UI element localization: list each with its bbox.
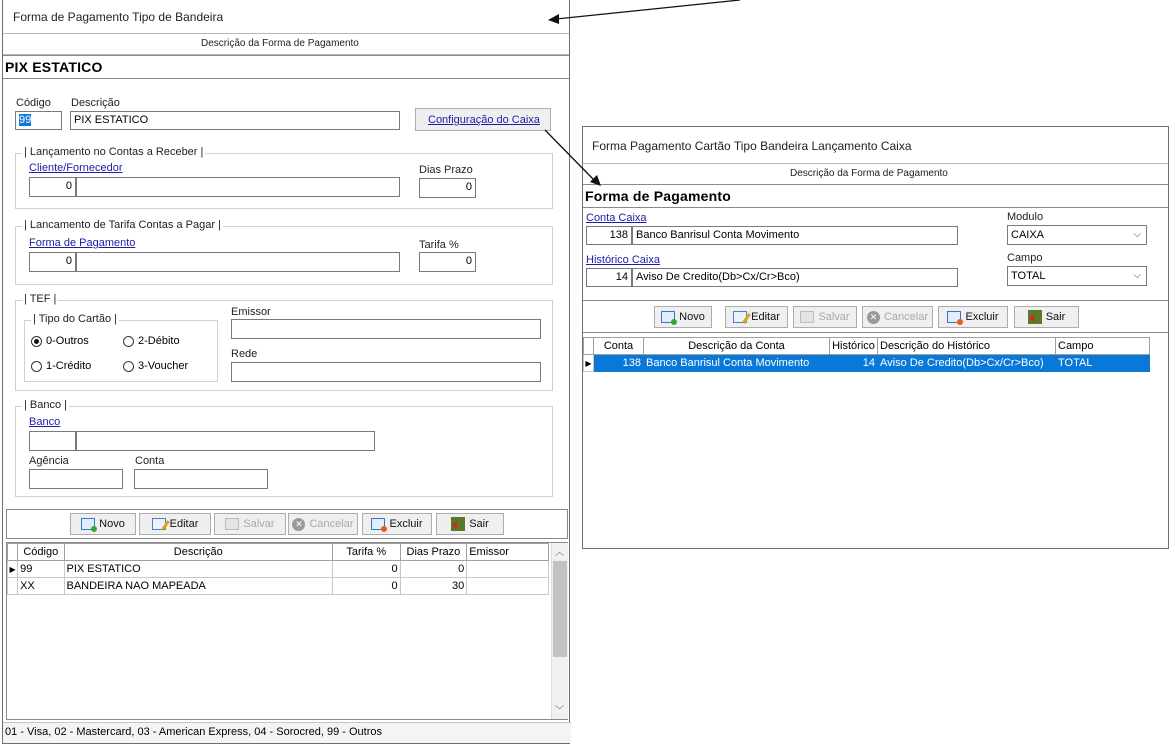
col-codigo[interactable]: Código	[18, 544, 64, 561]
row-pointer-icon: ▶	[8, 561, 18, 578]
novo-label: Novo	[99, 518, 125, 530]
excluir-label: Excluir	[965, 311, 999, 323]
descricao-input[interactable]: PIX ESTATICO	[70, 111, 400, 130]
group-contas-receber-caption: | Lançamento no Contas a Receber |	[24, 146, 204, 158]
col-tarifa[interactable]: Tarifa %	[332, 544, 400, 561]
sair-label: Sair	[469, 518, 489, 530]
subtitle: Descrição da Forma de Pagamento	[201, 38, 359, 49]
cell[interactable]: 0	[332, 578, 400, 595]
subtitle: Descrição da Forma de Pagamento	[790, 168, 948, 179]
modulo-label: Modulo	[1007, 211, 1044, 223]
dias-prazo-input[interactable]: 0	[419, 178, 476, 198]
editar-label: Editar	[751, 311, 780, 323]
cancel-icon: ✕	[867, 311, 880, 324]
group-banco-caption: | Banco |	[24, 399, 68, 411]
emissor-label: Emissor	[231, 306, 271, 318]
novo-label: Novo	[679, 311, 705, 323]
banco-link[interactable]: Banco	[29, 416, 61, 428]
row-pointer-icon: ▶	[584, 355, 594, 372]
status-bar: 01 - Visa, 02 - Mastercard, 03 - American Express, 04 - Sorocred, 99 - Outros	[3, 722, 571, 743]
chevron-down-icon: ⌵	[1133, 270, 1141, 281]
cell[interactable]: BANDEIRA NAO MAPEADA	[64, 578, 332, 595]
cell[interactable]: 14	[830, 355, 878, 372]
config-caixa-link: Configuração do Caixa	[428, 114, 540, 126]
conta-caixa-desc-input[interactable]: Banco Banrisul Conta Movimento	[632, 226, 958, 245]
cell[interactable]: 138	[594, 355, 644, 372]
sair-label: Sair	[1045, 311, 1066, 323]
section-title: Forma de Pagamento	[585, 188, 731, 204]
editar-label: Editar	[169, 518, 199, 530]
campo-value: TOTAL	[1011, 270, 1046, 282]
cliente-code-input[interactable]: 0	[29, 177, 76, 197]
cell[interactable]: XX	[18, 578, 64, 595]
dias-prazo-label: Dias Prazo	[419, 164, 473, 176]
tarifa-label: Tarifa %	[419, 239, 459, 251]
campo-label: Campo	[1007, 252, 1043, 264]
agencia-label: Agência	[29, 455, 69, 467]
tarifa-input[interactable]: 0	[419, 252, 476, 272]
cell[interactable]: Aviso De Credito(Db>Cx/Cr>Bco)	[878, 355, 1056, 372]
rede-label: Rede	[231, 348, 258, 360]
col-emissor[interactable]: Emissor	[467, 544, 549, 561]
modulo-value: CAIXA	[1011, 229, 1045, 241]
cell[interactable]: Banco Banrisul Conta Movimento	[644, 355, 830, 372]
cell[interactable]: 0	[400, 561, 467, 578]
codigo-value: 99	[19, 114, 32, 126]
radio-label: 1-Crédito	[46, 360, 92, 372]
col-descricao-historico[interactable]: Descrição do Histórico	[878, 338, 1056, 355]
group-tipo-cartao-caption: | Tipo do Cartão |	[33, 313, 117, 325]
radio-label: 3-Voucher	[138, 360, 189, 372]
salvar-label: Salvar	[818, 311, 850, 323]
radio-label: 0-Outros	[46, 335, 89, 347]
arrow-to-window-title	[548, 0, 740, 24]
scroll-up-icon[interactable]: ︿	[555, 547, 565, 557]
col-campo[interactable]: Campo	[1056, 338, 1150, 355]
excluir-label: Excluir	[389, 518, 423, 530]
arrow-to-second-window	[545, 130, 601, 186]
conta-caixa-code-input[interactable]: 138	[586, 226, 632, 245]
group-tarifa-pagar-caption: | Lancamento de Tarifa Contas a Pagar |	[24, 219, 221, 231]
col-descricao[interactable]: Descrição	[64, 544, 332, 561]
forma-pagamento-link[interactable]: Forma de Pagamento	[29, 237, 136, 249]
cliente-fornecedor-link[interactable]: Cliente/Fornecedor	[29, 162, 123, 174]
window-title: Forma Pagamento Cartão Tipo Bandeira Lançamento Caixa	[592, 139, 912, 153]
cell[interactable]: PIX ESTATICO	[64, 561, 332, 578]
cancelar-label: Cancelar	[883, 311, 929, 323]
salvar-label: Salvar	[243, 518, 275, 530]
section-title: PIX ESTATICO	[5, 59, 103, 75]
cell[interactable]: 30	[400, 578, 467, 595]
group-tef-caption: | TEF |	[24, 293, 57, 305]
cell[interactable]: 99	[18, 561, 64, 578]
chevron-down-icon: ⌵	[1133, 229, 1141, 240]
conta-caixa-link[interactable]: Conta Caixa	[586, 212, 647, 224]
codigo-label: Código	[16, 97, 51, 109]
cell[interactable]: TOTAL	[1056, 355, 1150, 372]
historico-desc-input[interactable]: Aviso De Credito(Db>Cx/Cr>Bco)	[632, 268, 958, 287]
window-title: Forma de Pagamento Tipo de Bandeira	[13, 10, 224, 24]
descricao-label: Descrição	[71, 97, 120, 109]
cancelar-label: Cancelar	[309, 518, 354, 530]
historico-caixa-link[interactable]: Histórico Caixa	[586, 254, 660, 266]
scroll-down-icon[interactable]: ﹀	[555, 705, 565, 715]
historico-code-input[interactable]: 14	[586, 268, 632, 287]
col-historico[interactable]: Histórico	[830, 338, 878, 355]
conta-label: Conta	[135, 455, 165, 467]
cell[interactable]: 0	[332, 561, 400, 578]
col-conta[interactable]: Conta	[594, 338, 644, 355]
radio-label: 2-Débito	[138, 335, 180, 347]
col-descricao-conta[interactable]: Descrição da Conta	[644, 338, 830, 355]
forma-pagamento-code-input[interactable]: 0	[29, 252, 76, 272]
col-dias-prazo[interactable]: Dias Prazo	[400, 544, 467, 561]
cancel-icon: ✕	[292, 518, 305, 531]
